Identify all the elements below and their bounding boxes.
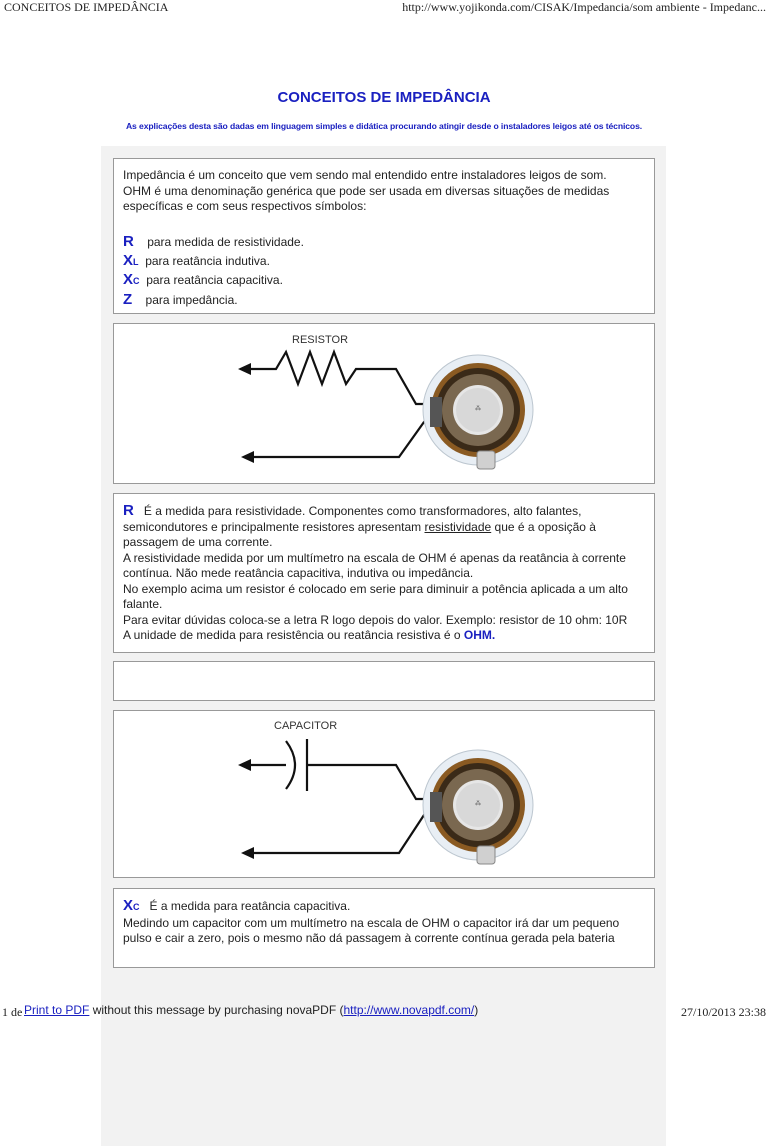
resistivity-term: resistividade [424,519,492,534]
symbol-x: X [123,897,134,914]
intro-box [113,158,655,314]
symbol-x: X [123,271,134,288]
symbol-r: R [123,233,134,250]
symbol-xc-desc: para reatância capacitiva. [146,273,283,287]
capacitive-line-3: pulso e cair a zero, pois o mesmo não dá passagem à corrente contínua gerada pela bateria [123,931,615,945]
page-subtitle: As explicações desta são dadas em linguagem simples e didática procurando atingir desde o instaladores leigos até os técnicos. [125,121,643,131]
resistor-label: RESISTOR [292,334,349,346]
svg-text:⁂: ⁂ [475,406,481,412]
print-header-title: CONCEITOS DE IMPEDÂNCIA [4,0,169,14]
resistivity-box [113,493,655,653]
symbol-row-z [123,291,304,310]
resistivity-line-5: contínua. Não mede reatância capacitiva, indutiva ou impedância. [123,566,474,580]
ohm-unit: OHM. [463,628,496,642]
print-header-url: http://www.yojikonda.com/CISAK/Impedancia/som ambiente - Impedanc... [402,0,766,14]
symbol-row-xc [123,271,304,291]
speaker-icon [423,750,533,864]
print-to-pdf-link[interactable]: Print to PDF [24,1003,90,1017]
capacitive-line-1: XC É a medida para reatância capacitiva. [123,897,351,914]
resistivity-line-9: A unidade de medida para resistência ou reatância resistiva é o OHM. [123,628,496,642]
symbol-sub-c: C [133,902,140,912]
resistor-diagram [114,324,654,483]
capacitor-diagram [114,711,654,877]
svg-text:⁂: ⁂ [475,801,481,807]
resistivity-line-3: passagem de uma corrente. [123,535,273,549]
resistivity-line-4: A resistividade medida por um multímetro na escala de OHM é apenas da reatância à corrente [123,550,626,565]
capacitor-label: CAPACITOR [274,720,338,732]
capacitor-diagram-box [113,710,655,878]
page-title: CONCEITOS DE IMPEDÂNCIA [277,89,491,106]
resistor-wire [244,352,432,457]
arrow-left-icon [238,363,254,463]
capacitive-box [113,888,655,968]
symbol-r-desc: para medida de resistividade. [147,235,304,249]
arrow-left-icon [238,759,254,859]
resistivity-line-7: falante. [123,597,163,611]
intro-line-3: específicas e com seus respectivos símbolos: [123,199,367,213]
intro-line-1: Impedância é um conceito que vem sendo mal entendido entre instaladores leigos de som. [123,168,607,182]
footer-datetime: 27/10/2013 23:38 [680,1005,766,1019]
empty-box [113,661,655,701]
speaker-icon [423,355,533,469]
resistivity-line-1: R É a medida para resistividade. Componentes como transformadores, alto falantes, [123,502,582,519]
intro-line-2: OHM é uma denominação genérica que pode ser usada em diversas situações de medidas [123,183,610,198]
symbol-row-xl [123,252,304,272]
page-counter: 1 de [2,1005,23,1019]
capacitor-wire [244,739,432,853]
symbol-sub-c: C [133,276,140,286]
symbol-z: Z [123,290,133,308]
symbol-x: X [123,251,134,269]
capacitive-line-2: Medindo um capacitor com um multímetro na escala de OHM o capacitor irá dar um pequeno [123,915,620,930]
footer-message: Print to PDF without this message by purchasing novaPDF (http://www.novapdf.com/) [24,1003,479,1017]
symbol-sub-l: L [133,256,139,267]
symbol-z-desc: para impedância. [145,292,238,307]
novapdf-link[interactable]: http://www.novapdf.com/ [343,1003,475,1017]
resistivity-line-6: No exemplo acima um resistor é colocado em serie para diminuir a potência aplicada a um alto [123,581,628,596]
resistivity-line-2: semicondutores e principalmente resistores apresentam resistividade que é a oposição à [123,519,596,534]
symbol-r: R [123,502,134,519]
resistor-diagram-box [113,323,655,484]
symbol-xl-desc: para reatância indutiva. [145,253,270,268]
resistivity-line-8: Para evitar dúvidas coloca-se a letra R logo depois do valor. Exemplo: resistor de 10 ohm: 10R [123,612,628,627]
symbol-row-r [123,233,304,252]
